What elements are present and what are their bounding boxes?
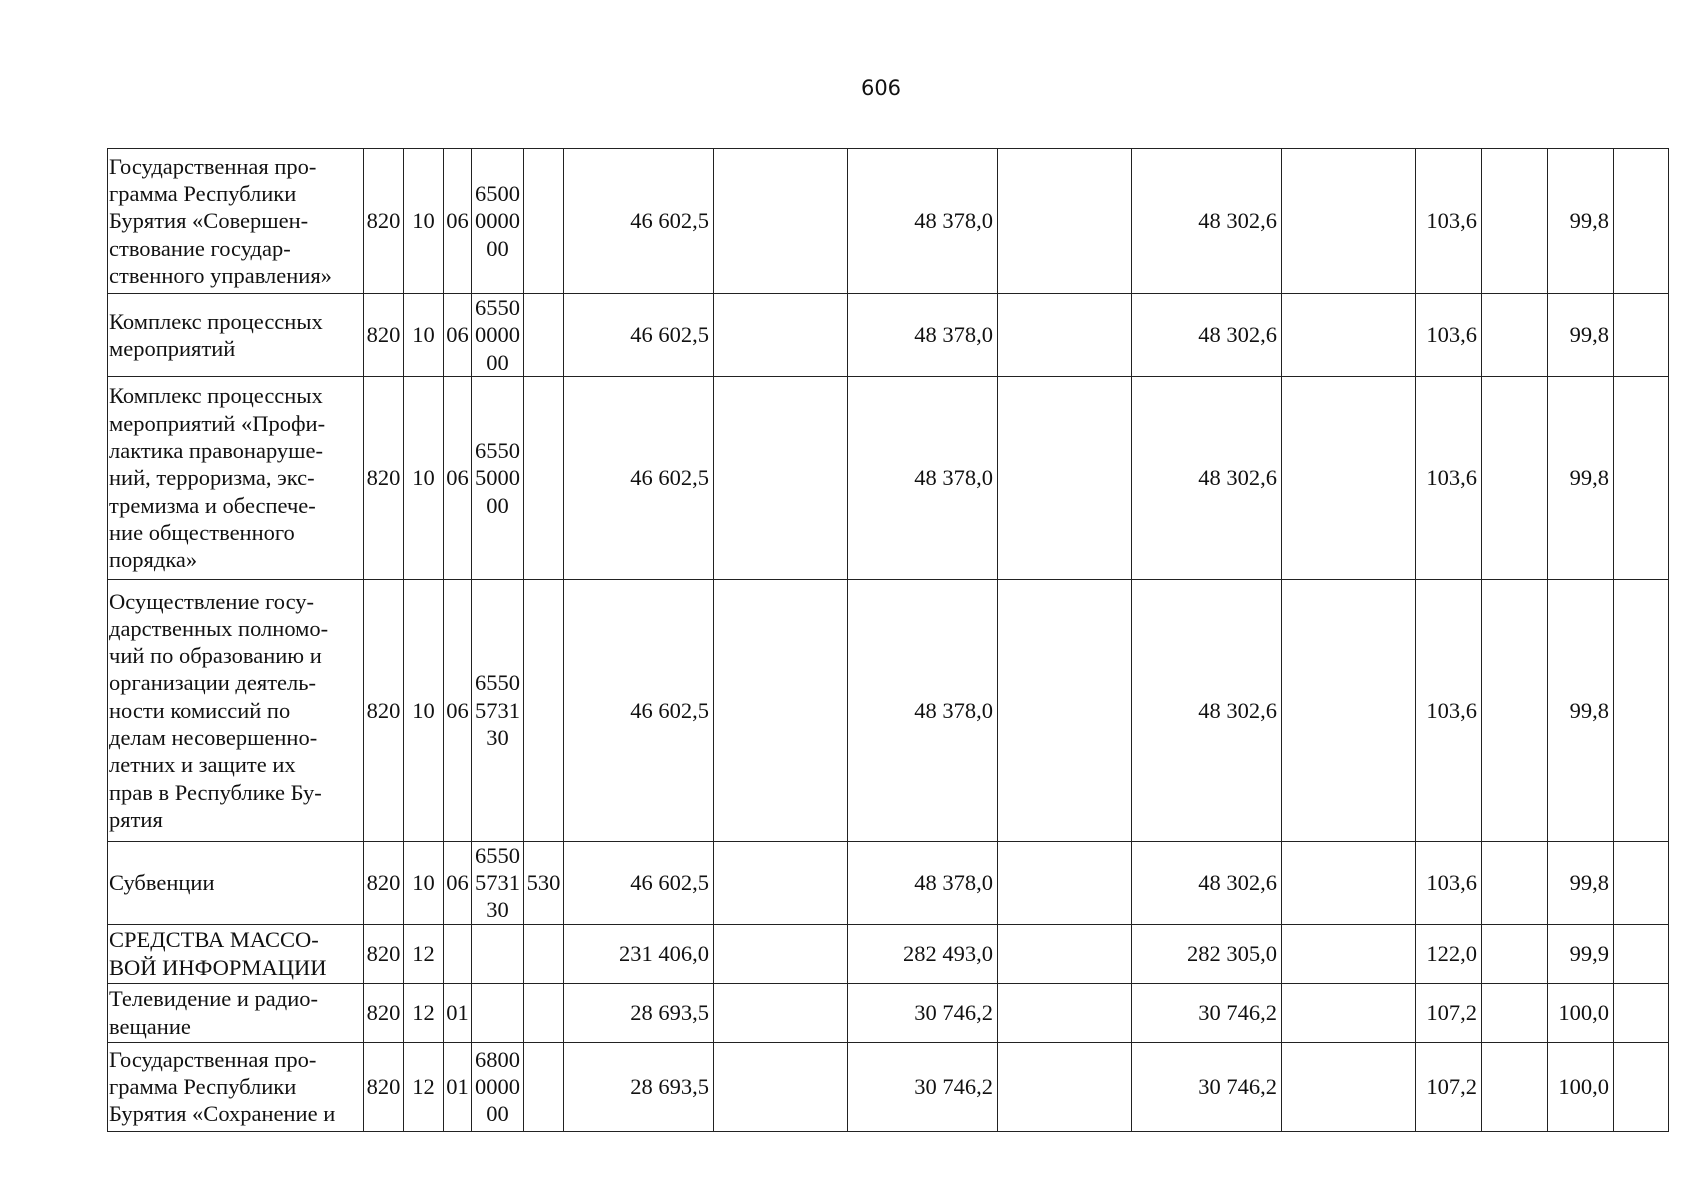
- empty-cell: [998, 1042, 1132, 1131]
- approved-amount-cell: 46 602,5: [564, 294, 714, 377]
- empty-cell: [1614, 579, 1669, 841]
- empty-cell: [1614, 983, 1669, 1042]
- page-number: 606: [860, 76, 902, 100]
- subsection-code-cell: 06: [444, 149, 472, 294]
- target-article-cell: [472, 841, 524, 924]
- empty-cell: [1282, 149, 1416, 294]
- percent-to-approved-cell: 103,6: [1416, 841, 1482, 924]
- target-article-cell: [472, 294, 524, 377]
- target-article-part: 6550: [475, 842, 520, 868]
- target-article-part: 5000: [475, 465, 520, 491]
- target-article-part: 6550: [475, 437, 520, 463]
- approved-amount-cell: 46 602,5: [564, 376, 714, 579]
- refined-amount-cell: 30 746,2: [848, 1042, 998, 1131]
- empty-cell: [998, 579, 1132, 841]
- empty-cell: [1614, 924, 1669, 983]
- empty-cell: [1282, 983, 1416, 1042]
- empty-cell: [1282, 924, 1416, 983]
- table-row: [108, 841, 1669, 924]
- section-code-cell: 10: [404, 841, 444, 924]
- expense-type-cell: [524, 149, 564, 294]
- target-article-part: 6550: [475, 295, 520, 320]
- approved-amount-cell: 46 602,5: [564, 841, 714, 924]
- empty-cell: [1282, 579, 1416, 841]
- percent-to-approved-cell: 103,6: [1416, 579, 1482, 841]
- table-row: [108, 149, 1669, 294]
- empty-cell: [1282, 376, 1416, 579]
- percent-to-refined-cell: 100,0: [1548, 983, 1614, 1042]
- refined-amount-cell: 48 378,0: [848, 579, 998, 841]
- approved-amount-cell: 28 693,5: [564, 1042, 714, 1131]
- row-name-cell: Комплекс процессных мероприятий: [108, 294, 364, 377]
- approved-amount-cell: 231 406,0: [564, 924, 714, 983]
- target-article-part: 0000: [475, 208, 520, 234]
- empty-cell: [1482, 579, 1548, 841]
- target-article-part: 30: [486, 725, 509, 751]
- row-name-cell: Государственная про- грамма Республики Бурятия «Совершен- ствование государ- ственного управления»: [108, 149, 364, 294]
- percent-to-refined-cell: 99,8: [1548, 579, 1614, 841]
- row-name-cell: Осуществление госу- дарственных полномо- чий по образованию и организации деятель- ности комиссий по делам несовершенно- летних и защите их прав в Республике Бу- рятия: [108, 579, 364, 841]
- empty-cell: [714, 294, 848, 377]
- expense-type-cell: [524, 983, 564, 1042]
- approved-amount-cell: 46 602,5: [564, 149, 714, 294]
- refined-amount-cell: 48 378,0: [848, 149, 998, 294]
- percent-to-approved-cell: 107,2: [1416, 983, 1482, 1042]
- section-code-cell: 10: [404, 376, 444, 579]
- expense-type-cell: 530: [524, 841, 564, 924]
- target-article-part: 00: [486, 349, 509, 375]
- target-article-part: 00: [486, 235, 509, 261]
- empty-cell: [714, 924, 848, 983]
- target-article-cell: [472, 579, 524, 841]
- empty-cell: [714, 376, 848, 579]
- approved-amount-cell: 46 602,5: [564, 579, 714, 841]
- target-article-cell: [472, 983, 524, 1042]
- target-article-part: 6500: [475, 181, 520, 207]
- empty-cell: [1482, 376, 1548, 579]
- subsection-code-cell: 06: [444, 579, 472, 841]
- empty-cell: [1282, 841, 1416, 924]
- target-article-part: 6550: [475, 670, 520, 696]
- executed-amount-cell: 48 302,6: [1132, 376, 1282, 579]
- target-article-part: 00: [486, 492, 509, 518]
- empty-cell: [998, 376, 1132, 579]
- section-code-cell: 10: [404, 579, 444, 841]
- row-name-cell: Государственная про- грамма Республики Бурятия «Сохранение и: [108, 1042, 364, 1131]
- empty-cell: [1482, 294, 1548, 377]
- section-code-cell: 12: [404, 924, 444, 983]
- table-row: [108, 376, 1669, 579]
- percent-to-refined-cell: 99,8: [1548, 294, 1614, 377]
- percent-to-refined-cell: 99,9: [1548, 924, 1614, 983]
- target-article-part: 0000: [475, 1074, 520, 1100]
- target-article-part: 30: [486, 897, 509, 923]
- subsection-code-cell: 06: [444, 376, 472, 579]
- empty-cell: [1614, 149, 1669, 294]
- empty-cell: [714, 1042, 848, 1131]
- empty-cell: [1482, 149, 1548, 294]
- target-article-part: 5731: [475, 697, 520, 723]
- executed-amount-cell: 282 305,0: [1132, 924, 1282, 983]
- gr-code-cell: 820: [364, 983, 404, 1042]
- empty-cell: [714, 983, 848, 1042]
- percent-to-approved-cell: 103,6: [1416, 149, 1482, 294]
- subsection-code-cell: 01: [444, 1042, 472, 1131]
- expense-type-cell: [524, 924, 564, 983]
- target-article-cell: [472, 1042, 524, 1131]
- percent-to-approved-cell: 122,0: [1416, 924, 1482, 983]
- empty-cell: [998, 924, 1132, 983]
- target-article-part: 0000: [475, 322, 520, 348]
- empty-cell: [1482, 924, 1548, 983]
- empty-cell: [998, 149, 1132, 294]
- empty-cell: [1614, 376, 1669, 579]
- refined-amount-cell: 48 378,0: [848, 294, 998, 377]
- table-row: [108, 924, 1669, 983]
- target-article-part: 00: [486, 1101, 509, 1127]
- target-article-part: 5731: [475, 870, 520, 896]
- percent-to-approved-cell: 103,6: [1416, 376, 1482, 579]
- empty-cell: [1282, 294, 1416, 377]
- empty-cell: [1282, 1042, 1416, 1131]
- row-name-cell: Субвенции: [108, 841, 364, 924]
- empty-cell: [1482, 841, 1548, 924]
- empty-cell: [1482, 1042, 1548, 1131]
- refined-amount-cell: 30 746,2: [848, 983, 998, 1042]
- empty-cell: [1614, 841, 1669, 924]
- gr-code-cell: 820: [364, 579, 404, 841]
- subsection-code-cell: 01: [444, 983, 472, 1042]
- gr-code-cell: 820: [364, 149, 404, 294]
- executed-amount-cell: 48 302,6: [1132, 149, 1282, 294]
- expense-type-cell: [524, 294, 564, 377]
- executed-amount-cell: 48 302,6: [1132, 579, 1282, 841]
- target-article-cell: [472, 149, 524, 294]
- empty-cell: [1614, 294, 1669, 377]
- empty-cell: [1482, 983, 1548, 1042]
- table-row: [108, 1042, 1669, 1131]
- empty-cell: [998, 841, 1132, 924]
- gr-code-cell: 820: [364, 294, 404, 377]
- section-code-cell: 10: [404, 149, 444, 294]
- percent-to-refined-cell: 100,0: [1548, 1042, 1614, 1131]
- expense-type-cell: [524, 579, 564, 841]
- target-article-cell: [472, 924, 524, 983]
- subsection-code-cell: [444, 924, 472, 983]
- empty-cell: [714, 579, 848, 841]
- budget-table: [107, 148, 1669, 1132]
- expense-type-cell: [524, 1042, 564, 1131]
- row-name-cell: СРЕДСТВА МАССО- ВОЙ ИНФОРМАЦИИ: [108, 924, 364, 983]
- executed-amount-cell: 30 746,2: [1132, 1042, 1282, 1131]
- row-name-cell: Телевидение и радио- вещание: [108, 983, 364, 1042]
- percent-to-refined-cell: 99,8: [1548, 149, 1614, 294]
- gr-code-cell: 820: [364, 841, 404, 924]
- approved-amount-cell: 28 693,5: [564, 983, 714, 1042]
- gr-code-cell: 820: [364, 376, 404, 579]
- empty-cell: [998, 294, 1132, 377]
- section-code-cell: 10: [404, 294, 444, 377]
- table-row: [108, 294, 1669, 377]
- executed-amount-cell: 48 302,6: [1132, 294, 1282, 377]
- refined-amount-cell: 48 378,0: [848, 376, 998, 579]
- executed-amount-cell: 30 746,2: [1132, 983, 1282, 1042]
- percent-to-refined-cell: 99,8: [1548, 376, 1614, 579]
- empty-cell: [714, 149, 848, 294]
- percent-to-refined-cell: 99,8: [1548, 841, 1614, 924]
- subsection-code-cell: 06: [444, 841, 472, 924]
- section-code-cell: 12: [404, 983, 444, 1042]
- row-name-cell: Комплекс процессных мероприятий «Профи- лактика правонаруше- ний, терроризма, экс- тремизма и обеспече- ние общественного порядка»: [108, 376, 364, 579]
- executed-amount-cell: 48 302,6: [1132, 841, 1282, 924]
- expense-type-cell: [524, 376, 564, 579]
- target-article-cell: [472, 376, 524, 579]
- gr-code-cell: 820: [364, 924, 404, 983]
- empty-cell: [1614, 1042, 1669, 1131]
- refined-amount-cell: 282 493,0: [848, 924, 998, 983]
- target-article-part: 6800: [475, 1046, 520, 1072]
- subsection-code-cell: 06: [444, 294, 472, 377]
- empty-cell: [714, 841, 848, 924]
- empty-cell: [998, 983, 1132, 1042]
- refined-amount-cell: 48 378,0: [848, 841, 998, 924]
- section-code-cell: 12: [404, 1042, 444, 1131]
- percent-to-approved-cell: 103,6: [1416, 294, 1482, 377]
- percent-to-approved-cell: 107,2: [1416, 1042, 1482, 1131]
- gr-code-cell: 820: [364, 1042, 404, 1131]
- table-row: [108, 579, 1669, 841]
- table-row: [108, 983, 1669, 1042]
